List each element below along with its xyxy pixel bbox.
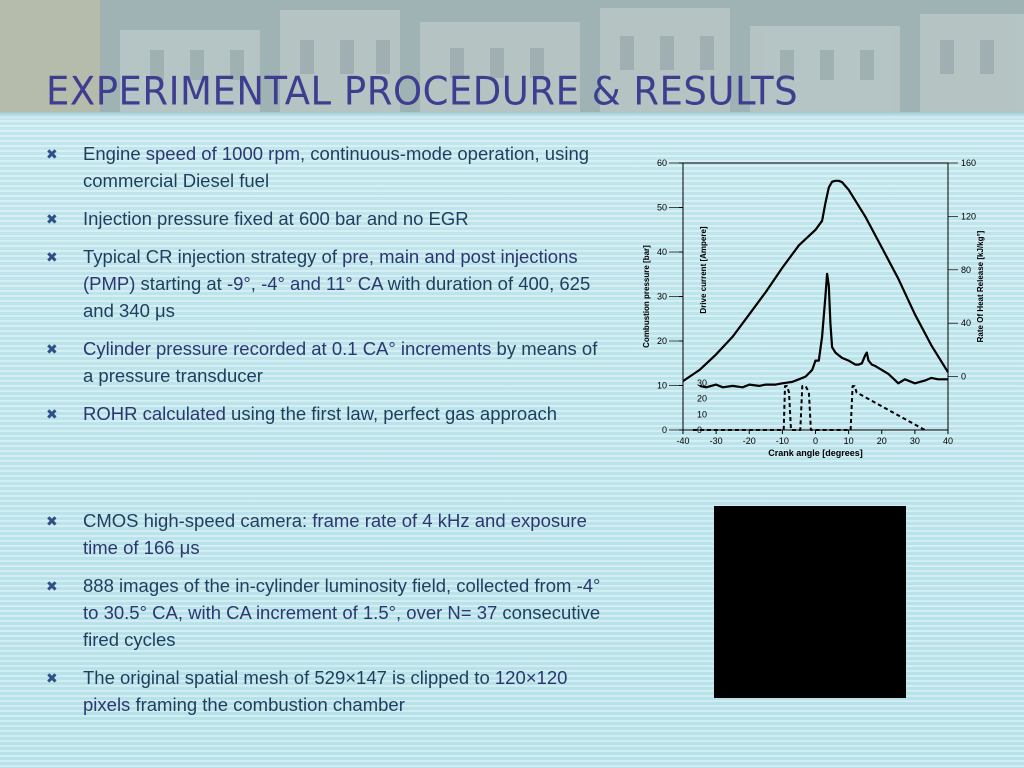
bullet-text: 888 images of the in-cylinder luminosity field, collected from: [83, 575, 577, 596]
bullet-text: Injection pressure fixed at 600 bar and no EGR: [83, 208, 469, 229]
bullet-text: with duration of 400, 625 and 340 μs: [83, 273, 591, 321]
y-inner-tick-label: 0: [697, 425, 703, 435]
bullet-text: Engine: [83, 143, 146, 164]
y-right-tick-label: 0: [961, 371, 967, 382]
y-right-tick-label: 80: [961, 264, 972, 275]
bullet-item: [46, 572, 606, 653]
bullet-text: CMOS high-speed camera:: [83, 510, 313, 531]
bullet-text: Typical CR injection strategy of: [83, 246, 343, 267]
x-tick-label: 0: [812, 436, 819, 446]
x-tick-label: 40: [942, 436, 954, 446]
x-tick-label: 20: [876, 436, 887, 446]
pressure-rohr-chart: [636, 148, 984, 473]
y-left-tick-label: 0: [661, 425, 667, 435]
y-left-tick-label: 50: [656, 202, 667, 213]
y-right-tick-label: 120: [961, 211, 977, 222]
bullet-text: by means of a pressure transducer: [83, 338, 598, 386]
bullet-emphasis-text: -9°, -4° and 11° CA: [226, 273, 383, 294]
bullet-text: starting at: [135, 273, 227, 294]
x-tick-label: -40: [676, 436, 690, 446]
x-tick-label: 30: [909, 436, 920, 446]
bullet-item: [46, 205, 606, 232]
bullet-x-icon: ✖: [46, 670, 58, 686]
y-left-tick-label: 30: [656, 291, 667, 302]
x-tick-label: 10: [843, 436, 854, 446]
bullet-x-icon: ✖: [46, 211, 58, 227]
bullet-emphasis-text: -4° to 30.5° CA, with CA increment of 1.5°, over N= 37: [83, 575, 601, 623]
bullet-emphasis-text: Cylinder pressure recorded at 0.1 CA° increments: [83, 338, 492, 359]
series-line-inner: [693, 386, 925, 430]
y-left-tick-label: 40: [656, 247, 667, 257]
y-left-tick-label: 60: [656, 158, 667, 168]
y-inner-tick-label: 30: [697, 378, 708, 388]
bullet-emphasis-text: 120×120 pixels: [83, 667, 568, 715]
y-inner-axis-label: Drive current [Ampere]: [699, 226, 708, 314]
bullet-x-icon: ✖: [46, 341, 58, 357]
bullet-item: [46, 140, 606, 194]
y-right-axis-label: Rate Of Heat Release [kJ/kg°]: [976, 230, 985, 343]
bullet-list-bottom: [46, 507, 606, 729]
y-right-tick-label: 160: [961, 158, 977, 168]
x-axis-label: Crank angle [degrees]: [768, 448, 863, 458]
series-line-left: [683, 181, 948, 381]
bullet-x-icon: ✖: [46, 146, 58, 162]
bullet-item: [46, 664, 606, 718]
bullet-item: [46, 400, 606, 427]
bullet-text: consecutive fired cycles: [83, 602, 601, 650]
bullet-emphasis-text: pre, main and post injections (PMP): [83, 246, 578, 294]
bullet-text: The original spatial mesh of 529×147 is clipped to: [83, 667, 495, 688]
bullet-x-icon: ✖: [46, 406, 58, 422]
y-right-tick-label: 40: [961, 318, 972, 329]
chart-plot-frame: [683, 163, 948, 430]
slide-title: EXPERIMENTAL PROCEDURE & RESULTS: [46, 68, 799, 115]
bullet-list-top: [46, 140, 606, 438]
bullet-x-icon: ✖: [46, 249, 58, 265]
y-left-axis-label: Combustion pressure [bar]: [642, 245, 651, 348]
bullet-item: [46, 335, 606, 389]
combustion-image: [714, 506, 906, 698]
x-tick-label: -10: [775, 436, 789, 446]
x-tick-label: -20: [742, 436, 756, 446]
y-left-tick-label: 10: [656, 380, 667, 391]
bullet-x-icon: ✖: [46, 578, 58, 594]
bullet-x-icon: ✖: [46, 513, 58, 529]
bullet-item: [46, 507, 606, 561]
x-tick-label: -30: [709, 436, 723, 446]
bullet-emphasis-text: speed of 1000 rpm: [145, 143, 301, 164]
bullet-text: , continuous-mode operation, using commercial Diesel fuel: [83, 143, 590, 191]
bullet-text: using the first law, perfect gas approach: [225, 403, 558, 424]
y-left-tick-label: 20: [656, 336, 667, 346]
bullet-emphasis-text: ROHR calculated: [83, 403, 226, 424]
y-inner-tick-label: 10: [697, 409, 708, 420]
bullet-item: [46, 243, 606, 324]
y-inner-tick-label: 20: [697, 393, 708, 404]
bullet-text: framing the combustion chamber: [130, 694, 405, 715]
bullet-emphasis-text: frame rate of 4 kHz and exposure time of 166 μs: [83, 510, 587, 558]
